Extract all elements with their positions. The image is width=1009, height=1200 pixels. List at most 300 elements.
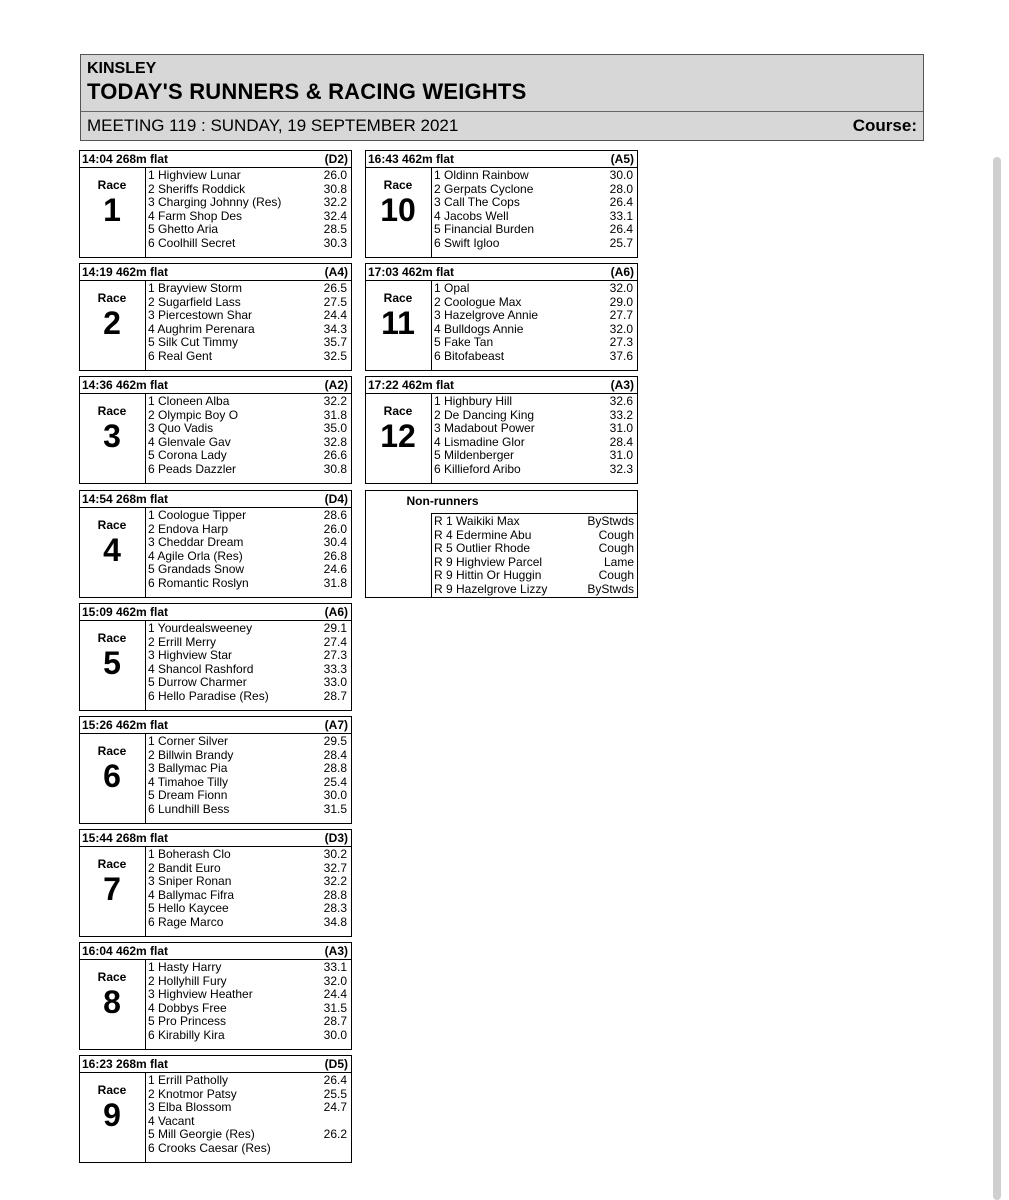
scrollbar[interactable] bbox=[993, 157, 1001, 1200]
non-runners-list bbox=[431, 513, 637, 597]
runner-row bbox=[146, 182, 351, 196]
runner-row bbox=[432, 209, 637, 223]
race-label: Race bbox=[383, 178, 413, 192]
runner-list bbox=[431, 281, 637, 370]
non-runner-entry: R 9 Hazelgrove Lizzy bbox=[434, 581, 548, 596]
runner-weight: 26.0 bbox=[323, 168, 347, 182]
runner-list bbox=[145, 281, 351, 370]
race-box bbox=[79, 150, 352, 258]
runner-name: 2 Gerpats Cyclone bbox=[434, 181, 534, 196]
race-header bbox=[80, 943, 351, 960]
runner-name: 6 Bitofabeast bbox=[434, 348, 505, 363]
race-box bbox=[79, 716, 352, 824]
runner-weight: 37.6 bbox=[609, 348, 633, 363]
race-number: 1 bbox=[103, 192, 121, 228]
race-number: 8 bbox=[103, 984, 121, 1020]
runner-weight: 27.7 bbox=[609, 308, 633, 322]
runner-weight: 30.4 bbox=[323, 535, 347, 549]
runner-weight: 26.6 bbox=[323, 448, 347, 462]
runner-name: 1 Cloneen Alba bbox=[148, 394, 230, 408]
race-time-distance: 17:03 462m flat bbox=[368, 265, 455, 279]
runner-row bbox=[146, 974, 351, 988]
runner-row bbox=[146, 195, 351, 209]
runner-weight: 32.5 bbox=[323, 348, 347, 363]
race-time-distance: 15:26 462m flat bbox=[82, 718, 169, 732]
race-box bbox=[365, 150, 638, 258]
non-runner-reason: Cough bbox=[598, 568, 634, 582]
non-runners-title: Non-runners bbox=[406, 494, 479, 508]
runner-row bbox=[146, 915, 351, 929]
runner-weight: 28.7 bbox=[323, 688, 347, 703]
non-runner-entry: R 9 Highview Parcel bbox=[434, 554, 543, 569]
runner-row bbox=[146, 408, 351, 422]
race-grade: (A5) bbox=[610, 152, 634, 166]
runner-name: 2 Coologue Max bbox=[434, 294, 522, 309]
runner-weight: 32.3 bbox=[609, 461, 633, 476]
runner-weight: 24.4 bbox=[323, 987, 347, 1001]
runner-name: 1 Corner Silver bbox=[148, 734, 229, 748]
non-runner-reason: ByStwds bbox=[587, 581, 634, 596]
runner-name: 5 Silk Cut Timmy bbox=[148, 335, 239, 349]
runner-row bbox=[432, 349, 637, 363]
runner-weight: 29.5 bbox=[323, 734, 347, 748]
non-runner-reason: Cough bbox=[598, 541, 634, 555]
course-label: Course: bbox=[852, 116, 917, 135]
runner-name: 5 Financial Burden bbox=[434, 222, 535, 236]
runner-name: 4 Farm Shop Des bbox=[148, 208, 243, 223]
non-runner-row bbox=[432, 514, 637, 528]
runner-row bbox=[146, 1141, 351, 1155]
header-divider bbox=[81, 111, 923, 112]
runner-weight: 26.5 bbox=[323, 281, 347, 295]
runner-row bbox=[146, 675, 351, 689]
race-grade: (D4) bbox=[324, 492, 348, 506]
non-runner-entry: R 9 Hittin Or Huggin bbox=[434, 568, 542, 582]
race-header bbox=[366, 377, 637, 394]
runner-name: 4 Dobbys Free bbox=[148, 1000, 227, 1015]
runner-name: 1 Boherash Clo bbox=[148, 847, 231, 861]
race-header bbox=[366, 151, 637, 168]
runner-row bbox=[432, 222, 637, 236]
runner-row bbox=[146, 448, 351, 462]
runner-list bbox=[431, 394, 637, 483]
runner-row bbox=[432, 195, 637, 209]
runner-row bbox=[146, 734, 351, 748]
runner-name: 2 Errill Merry bbox=[148, 634, 216, 649]
runner-weight: 33.1 bbox=[609, 208, 633, 223]
runner-row bbox=[146, 761, 351, 775]
race-number: 10 bbox=[380, 192, 416, 228]
runner-weight: 32.0 bbox=[323, 973, 347, 988]
runner-row bbox=[146, 349, 351, 363]
runner-weight: 32.2 bbox=[323, 394, 347, 408]
runner-name: 3 Quo Vadis bbox=[148, 421, 214, 435]
race-time-distance: 16:43 462m flat bbox=[368, 152, 455, 166]
race-grade: (A3) bbox=[324, 944, 348, 958]
runner-weight: 25.5 bbox=[323, 1086, 347, 1101]
runner-row bbox=[146, 662, 351, 676]
runner-weight: 35.7 bbox=[323, 335, 347, 349]
race-box bbox=[79, 376, 352, 484]
race-time-distance: 14:36 462m flat bbox=[82, 378, 169, 392]
runner-name: 4 Ballymac Fifra bbox=[148, 887, 235, 902]
runner-row bbox=[146, 1127, 351, 1141]
runner-weight: 27.4 bbox=[323, 634, 347, 649]
runner-weight: 30.0 bbox=[323, 1027, 347, 1042]
runner-name: 3 Cheddar Dream bbox=[148, 535, 244, 549]
runner-weight: 28.4 bbox=[609, 434, 633, 449]
runner-list bbox=[431, 168, 637, 257]
page-title: TODAY'S RUNNERS & RACING WEIGHTS bbox=[87, 79, 527, 104]
runner-name: 1 Opal bbox=[434, 281, 470, 295]
runner-row bbox=[146, 874, 351, 888]
runner-name: 5 Dream Fionn bbox=[148, 788, 228, 802]
runner-weight: 27.5 bbox=[323, 294, 347, 309]
race-box bbox=[79, 490, 352, 598]
runner-row bbox=[432, 322, 637, 336]
runner-name: 6 Hello Paradise (Res) bbox=[148, 688, 269, 703]
runner-weight: 24.4 bbox=[323, 308, 347, 322]
race-label: Race bbox=[97, 404, 127, 418]
non-runner-reason: ByStwds bbox=[587, 514, 634, 528]
runner-name: 3 Highview Star bbox=[148, 648, 233, 662]
race-box bbox=[365, 263, 638, 371]
race-label: Race bbox=[383, 404, 413, 418]
runner-weight: 30.0 bbox=[609, 168, 633, 182]
runner-weight: 28.6 bbox=[323, 508, 347, 522]
runner-weight: 26.4 bbox=[323, 1073, 347, 1087]
race-number: 5 bbox=[103, 645, 121, 681]
runner-row bbox=[146, 421, 351, 435]
runner-name: 5 Hello Kaycee bbox=[148, 901, 229, 915]
runner-name: 4 Vacant bbox=[148, 1113, 195, 1128]
runner-row bbox=[146, 748, 351, 762]
race-box bbox=[79, 1055, 352, 1163]
runner-weight: 31.8 bbox=[323, 575, 347, 590]
runner-row bbox=[146, 222, 351, 236]
runner-weight: 32.8 bbox=[323, 434, 347, 449]
runner-row bbox=[432, 335, 637, 349]
race-header bbox=[80, 604, 351, 621]
race-box bbox=[79, 942, 352, 1050]
runner-row bbox=[432, 421, 637, 435]
race-grade: (D2) bbox=[324, 152, 348, 166]
runner-row bbox=[432, 281, 637, 295]
runner-row bbox=[146, 901, 351, 915]
race-time-distance: 14:04 268m flat bbox=[82, 152, 169, 166]
runner-weight: 25.7 bbox=[609, 235, 633, 250]
runner-name: 3 Sniper Ronan bbox=[148, 874, 232, 888]
race-time-distance: 14:19 462m flat bbox=[82, 265, 169, 279]
runner-name: 5 Durrow Charmer bbox=[148, 675, 247, 689]
runner-name: 1 Brayview Storm bbox=[148, 281, 243, 295]
runner-row bbox=[146, 635, 351, 649]
runner-name: 3 Piercestown Shar bbox=[148, 308, 253, 322]
runner-name: 6 Killieford Aribo bbox=[434, 461, 521, 476]
non-runner-row bbox=[432, 568, 637, 582]
runner-row bbox=[146, 281, 351, 295]
race-label: Race bbox=[97, 970, 127, 984]
runner-row bbox=[146, 549, 351, 563]
runner-row bbox=[432, 295, 637, 309]
non-runner-reason: Lame bbox=[603, 554, 634, 569]
runner-weight: 28.8 bbox=[323, 887, 347, 902]
runner-row bbox=[146, 960, 351, 974]
runner-name: 3 Call The Cops bbox=[434, 195, 520, 209]
runner-name: 2 Billwin Brandy bbox=[148, 747, 234, 762]
race-label: Race bbox=[97, 1083, 127, 1097]
race-header bbox=[80, 830, 351, 847]
runner-list bbox=[145, 394, 351, 483]
page-header bbox=[80, 54, 924, 141]
runner-name: 4 Glenvale Gav bbox=[148, 434, 231, 449]
runner-list bbox=[145, 960, 351, 1049]
race-header bbox=[366, 264, 637, 281]
race-time-distance: 15:09 462m flat bbox=[82, 605, 169, 619]
runner-row bbox=[146, 1073, 351, 1087]
runner-name: 1 Highbury Hill bbox=[434, 394, 513, 408]
runner-weight: 26.8 bbox=[323, 548, 347, 563]
runner-weight: 32.6 bbox=[609, 394, 633, 408]
runner-name: 2 Sugarfield Lass bbox=[148, 294, 241, 309]
race-header bbox=[80, 491, 351, 508]
runner-row bbox=[146, 1100, 351, 1114]
runner-row bbox=[146, 775, 351, 789]
race-time-distance: 16:04 462m flat bbox=[82, 944, 169, 958]
runner-name: 5 Pro Princess bbox=[148, 1014, 227, 1028]
runner-list bbox=[145, 1073, 351, 1162]
runner-name: 2 De Dancing King bbox=[434, 407, 535, 422]
race-header bbox=[80, 1056, 351, 1073]
runner-row bbox=[432, 308, 637, 322]
race-label: Race bbox=[97, 178, 127, 192]
race-number: 11 bbox=[381, 305, 415, 341]
race-header bbox=[80, 377, 351, 394]
runner-name: 6 Lundhill Bess bbox=[148, 801, 230, 816]
runner-weight: 26.4 bbox=[609, 222, 633, 236]
race-header bbox=[80, 717, 351, 734]
runner-name: 3 Ballymac Pia bbox=[148, 761, 228, 775]
runner-weight: 24.7 bbox=[323, 1100, 347, 1114]
runner-name: 6 Real Gent bbox=[148, 348, 213, 363]
non-runner-row bbox=[432, 528, 637, 542]
non-runner-row bbox=[432, 541, 637, 555]
runner-weight: 31.0 bbox=[609, 421, 633, 435]
non-runner-entry: R 1 Waikiki Max bbox=[434, 514, 520, 528]
runner-weight: 28.7 bbox=[323, 1014, 347, 1028]
runner-weight: 28.0 bbox=[609, 181, 633, 196]
runner-weight: 24.6 bbox=[323, 562, 347, 576]
runner-name: 4 Agile Orla (Res) bbox=[148, 548, 243, 563]
race-number: 7 bbox=[103, 871, 121, 907]
runner-row bbox=[146, 295, 351, 309]
runner-row bbox=[146, 689, 351, 703]
race-number: 6 bbox=[103, 758, 121, 794]
runner-row bbox=[146, 508, 351, 522]
runner-name: 6 Swift Igloo bbox=[434, 235, 500, 250]
runner-row bbox=[146, 621, 351, 635]
runner-weight: 33.1 bbox=[323, 960, 347, 974]
race-number: 2 bbox=[103, 305, 121, 341]
runner-name: 2 Knotmor Patsy bbox=[148, 1086, 237, 1101]
race-box bbox=[79, 829, 352, 937]
runner-name: 2 Bandit Euro bbox=[148, 860, 221, 875]
runner-weight: 30.8 bbox=[323, 181, 347, 196]
race-label: Race bbox=[97, 744, 127, 758]
race-label: Race bbox=[383, 291, 413, 305]
runner-row bbox=[146, 394, 351, 408]
runner-weight: 31.5 bbox=[323, 801, 347, 816]
runner-row bbox=[146, 802, 351, 816]
runner-weight: 31.8 bbox=[323, 407, 347, 422]
runner-name: 4 Bulldogs Annie bbox=[434, 321, 524, 336]
non-runner-row bbox=[432, 555, 637, 569]
runner-row bbox=[146, 1114, 351, 1128]
runner-weight: 26.4 bbox=[609, 195, 633, 209]
runner-name: 2 Endova Harp bbox=[148, 521, 229, 536]
runner-weight: 31.0 bbox=[609, 448, 633, 462]
runner-weight: 30.3 bbox=[323, 235, 347, 250]
runner-name: 1 Highview Lunar bbox=[148, 168, 241, 182]
runner-weight: 34.8 bbox=[323, 914, 347, 929]
runner-name: 1 Coologue Tipper bbox=[148, 508, 247, 522]
runner-row bbox=[432, 408, 637, 422]
runner-list bbox=[145, 847, 351, 936]
runner-row bbox=[146, 335, 351, 349]
runner-name: 5 Fake Tan bbox=[434, 335, 494, 349]
race-grade: (A2) bbox=[324, 378, 348, 392]
runner-name: 3 Madabout Power bbox=[434, 421, 535, 435]
runner-name: 5 Mill Georgie (Res) bbox=[148, 1127, 255, 1141]
race-header bbox=[80, 264, 351, 281]
runner-weight: 32.0 bbox=[609, 281, 633, 295]
runner-weight: 29.0 bbox=[609, 294, 633, 309]
runner-row bbox=[146, 522, 351, 536]
runner-weight: 31.5 bbox=[323, 1000, 347, 1015]
runner-row bbox=[146, 1001, 351, 1015]
runner-row bbox=[432, 168, 637, 182]
runner-row bbox=[146, 788, 351, 802]
race-grade: (D3) bbox=[324, 831, 348, 845]
runner-name: 1 Hasty Harry bbox=[148, 960, 222, 974]
race-grade: (A7) bbox=[324, 718, 348, 732]
runner-weight: 28.5 bbox=[323, 222, 347, 236]
runner-row bbox=[146, 462, 351, 476]
runner-row bbox=[146, 1087, 351, 1101]
race-grade: (A4) bbox=[324, 265, 348, 279]
runner-name: 6 Peads Dazzler bbox=[148, 461, 237, 476]
race-box bbox=[365, 376, 638, 484]
runner-row bbox=[432, 462, 637, 476]
runner-row bbox=[146, 168, 351, 182]
runner-name: 2 Olympic Boy O bbox=[148, 407, 239, 422]
race-label: Race bbox=[97, 518, 127, 532]
runner-weight: 26.0 bbox=[323, 521, 347, 536]
runner-weight: 34.3 bbox=[323, 321, 347, 336]
non-runner-entry: R 5 Outlier Rhode bbox=[434, 541, 531, 555]
runner-row bbox=[146, 987, 351, 1001]
runner-row bbox=[146, 861, 351, 875]
race-label: Race bbox=[97, 291, 127, 305]
runner-name: 3 Highview Heather bbox=[148, 987, 253, 1001]
runner-weight: 32.2 bbox=[323, 195, 347, 209]
runner-weight: 30.8 bbox=[323, 461, 347, 476]
runner-weight: 35.0 bbox=[323, 421, 347, 435]
runner-weight: 30.0 bbox=[323, 788, 347, 802]
runner-weight: 33.0 bbox=[323, 675, 347, 689]
runner-weight: 30.2 bbox=[323, 847, 347, 861]
runner-name: 6 Kirabilly Kira bbox=[148, 1027, 225, 1042]
runner-name: 5 Grandads Snow bbox=[148, 562, 245, 576]
race-time-distance: 15:44 268m flat bbox=[82, 831, 169, 845]
non-runner-row bbox=[432, 582, 637, 596]
race-number: 9 bbox=[103, 1097, 121, 1133]
runner-list bbox=[145, 621, 351, 710]
race-number: 4 bbox=[103, 532, 121, 568]
non-runners-box bbox=[365, 490, 638, 598]
runner-name: 4 Lismadine Glor bbox=[434, 434, 525, 449]
race-label: Race bbox=[97, 631, 127, 645]
race-grade: (A6) bbox=[610, 265, 634, 279]
runner-name: 3 Hazelgrove Annie bbox=[434, 308, 539, 322]
venue-name: KINSLEY bbox=[87, 60, 157, 77]
runner-row bbox=[432, 182, 637, 196]
runner-row bbox=[146, 308, 351, 322]
runner-name: 5 Mildenberger bbox=[434, 448, 515, 462]
race-number: 12 bbox=[380, 418, 416, 454]
runner-row bbox=[146, 1014, 351, 1028]
non-runner-reason: Cough bbox=[598, 527, 634, 542]
runner-row bbox=[146, 648, 351, 662]
runner-row bbox=[146, 435, 351, 449]
runner-name: 1 Yourdealsweeney bbox=[148, 621, 253, 635]
runner-row bbox=[432, 448, 637, 462]
runner-name: 4 Timahoe Tilly bbox=[148, 774, 229, 789]
runner-weight: 26.2 bbox=[323, 1127, 347, 1141]
race-label: Race bbox=[97, 857, 127, 871]
runner-name: 6 Crooks Caesar (Res) bbox=[148, 1140, 271, 1155]
runner-row bbox=[432, 236, 637, 250]
runner-weight: 29.1 bbox=[323, 621, 347, 635]
race-time-distance: 14:54 268m flat bbox=[82, 492, 169, 506]
race-grade: (D5) bbox=[324, 1057, 348, 1071]
race-box bbox=[79, 603, 352, 711]
runner-row bbox=[146, 236, 351, 250]
runner-row bbox=[146, 888, 351, 902]
runner-list bbox=[145, 734, 351, 823]
runner-weight: 28.3 bbox=[323, 901, 347, 915]
race-header bbox=[80, 151, 351, 168]
race-grade: (A3) bbox=[610, 378, 634, 392]
runner-row bbox=[146, 535, 351, 549]
runner-name: 5 Corona Lady bbox=[148, 448, 227, 462]
runner-weight: 27.3 bbox=[323, 648, 347, 662]
runner-name: 4 Jacobs Well bbox=[434, 208, 509, 223]
runner-list bbox=[145, 508, 351, 597]
runner-name: 6 Romantic Roslyn bbox=[148, 575, 249, 590]
runner-weight: 32.0 bbox=[609, 321, 633, 336]
runner-row bbox=[146, 847, 351, 861]
runner-weight: 33.2 bbox=[609, 407, 633, 422]
runner-name: 1 Oldinn Rainbow bbox=[434, 168, 529, 182]
runner-name: 4 Shancol Rashford bbox=[148, 661, 254, 676]
meeting-info: MEETING 119 : SUNDAY, 19 SEPTEMBER 2021 bbox=[87, 116, 459, 135]
runner-row bbox=[146, 322, 351, 336]
runner-list bbox=[145, 168, 351, 257]
race-box bbox=[79, 263, 352, 371]
runner-weight: 32.2 bbox=[323, 874, 347, 888]
runner-weight: 27.3 bbox=[609, 335, 633, 349]
